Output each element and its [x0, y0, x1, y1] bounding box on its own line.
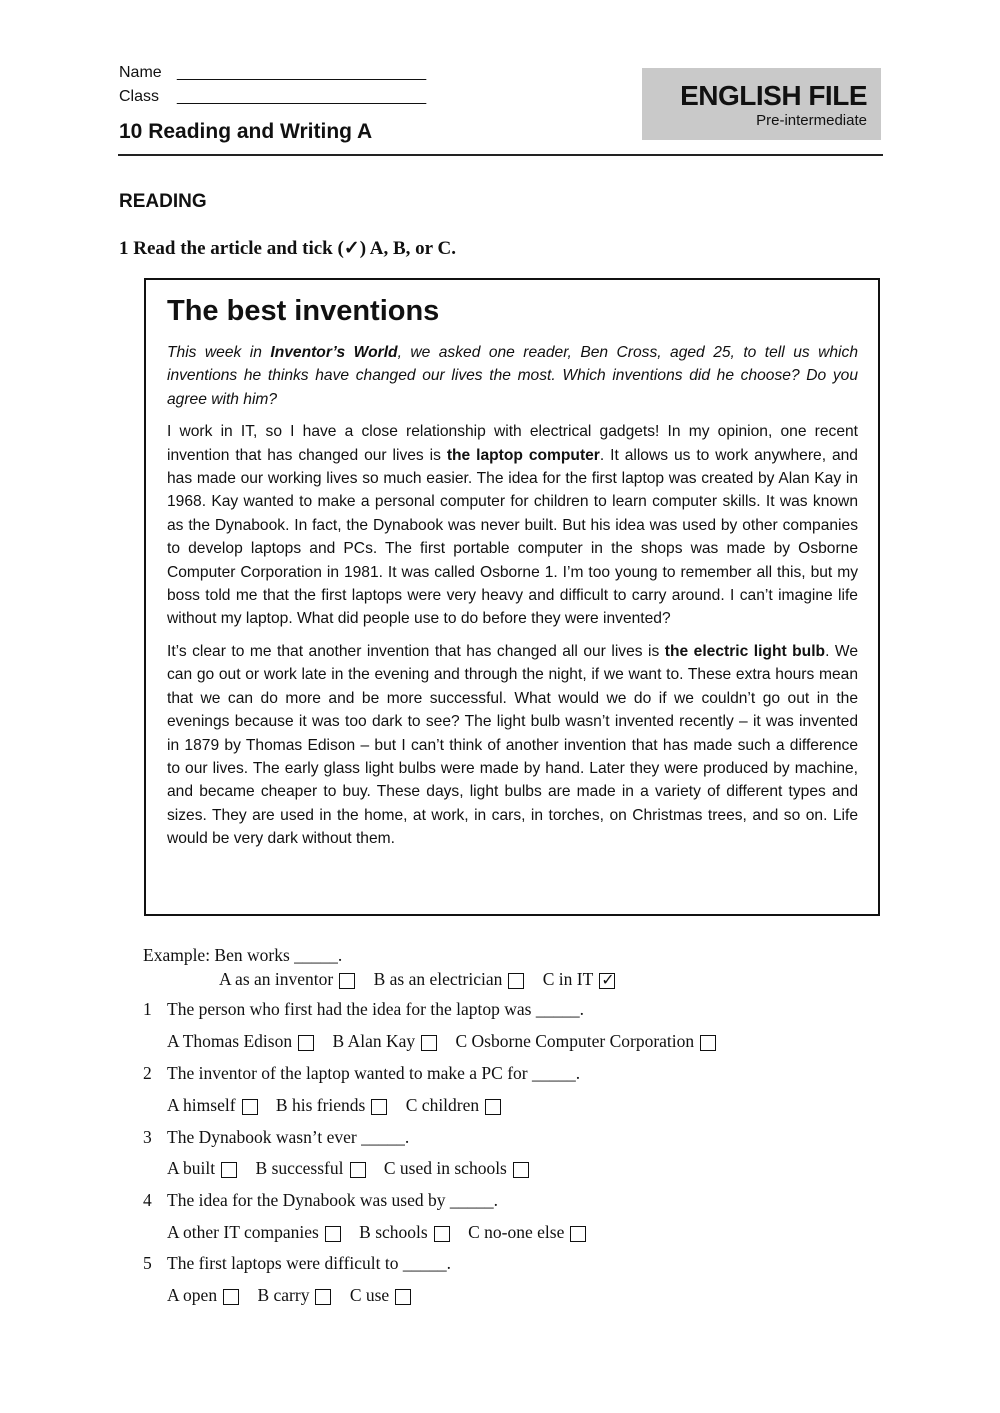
question-1-options: A Thomas Edison B Alan Kay C Osborne Computer Corporation — [167, 1031, 730, 1052]
q3-checkbox-a[interactable] — [221, 1162, 237, 1178]
example-checkbox-a[interactable] — [339, 973, 355, 989]
q1-checkbox-c[interactable] — [700, 1035, 716, 1051]
brand-sub-text: Pre-intermediate — [756, 112, 867, 129]
question-3-options: A built B successful C used in schools — [167, 1158, 543, 1179]
article-intro: This week in Inventor’s World, we asked one reader, Ben Cross, aged 25, to tell us which inventions he thinks have changed our lives the most. Which inventions did he choose? Do you agree with him? — [167, 344, 858, 408]
example-checkbox-c[interactable] — [599, 973, 615, 989]
question-4-stem: 4 The idea for the Dynabook was used by _____. — [143, 1190, 498, 1210]
unit-title: 10 Reading and Writing A — [119, 120, 373, 143]
article-box — [144, 278, 880, 916]
instruction: 1 Read the article and tick (✓) A, B, or C. — [119, 238, 456, 259]
class-line[interactable]: ____________________________ — [177, 88, 427, 105]
example-checkbox-b[interactable] — [508, 973, 524, 989]
example-stem: Example: Ben works _____. — [143, 945, 343, 965]
q2-checkbox-c[interactable] — [485, 1099, 501, 1115]
question-3-stem: 3 The Dynabook wasn’t ever _____. — [143, 1127, 410, 1147]
question-1-stem: 1 The person who first had the idea for the laptop was _____. — [143, 999, 584, 1019]
article-paragraph-lightbulb: It’s clear to me that another invention that has changed all our lives is the electric light bulb. We can go out or work late in the evening and through the night, if we want to. These extra hours mean that we can do more and be more successful. What would we do if we couldn’t go out in the evenings because it was too dark to see? The light bulb wasn’t invented recently – it was invented in 1879 by Thomas Edison – but I can’t think of another invention that has made such a difference to our lives. The early glass light bulbs were made by hand. Later they were produced by machine, and became cheaper to buy. These days, light bulbs are made in a variety of different types and sizes. They are used in the home, at work, in cars, in torches, on Christmas trees, and so on. Life would be very dark without them. — [167, 642, 858, 848]
question-2-options: A himself B his friends C children — [167, 1095, 515, 1116]
q2-checkbox-b[interactable] — [371, 1099, 387, 1115]
q4-checkbox-c[interactable] — [570, 1226, 586, 1242]
class-label: Class — [119, 88, 160, 105]
name-label: Name — [119, 64, 162, 81]
question-4-options: A other IT companies B schools C no-one else — [167, 1222, 600, 1243]
question-5-options: A open B carry C use — [167, 1285, 425, 1306]
brand-logo — [642, 68, 881, 140]
q5-checkbox-c[interactable] — [395, 1289, 411, 1305]
question-5-stem: 5 The first laptops were difficult to _____. — [143, 1253, 451, 1273]
q4-checkbox-b[interactable] — [434, 1226, 450, 1242]
section-heading: READING — [119, 191, 207, 212]
header-divider — [118, 154, 883, 156]
q3-checkbox-b[interactable] — [350, 1162, 366, 1178]
question-2-stem: 2 The inventor of the laptop wanted to make a PC for _____. — [143, 1063, 581, 1083]
q5-checkbox-a[interactable] — [223, 1289, 239, 1305]
article-paragraph-laptop: I work in IT, so I have a close relationship with electrical gadgets! In my opinion, one recent invention that has changed our lives is the laptop computer. It allows us to work anywhere, and has made our working lives so much easier. The idea for the first laptop was created by Alan Kay in 1968. Kay wanted to make a personal computer for children to learn computer skills. It was known as the Dynabook. In fact, the Dynabook was never built. But his idea was used by other companies to develop laptops and PCs. The first portable computer in the shops was made by Osborne Computer Corporation in 1981. It was called Osborne 1. I’m too young to remember all this, but my boss told me that the first laptops were very heavy and difficult to carry around. I can’t imagine life without my laptop. What did people use to do before they were invented? — [167, 423, 858, 628]
q5-checkbox-b[interactable] — [315, 1289, 331, 1305]
q1-checkbox-b[interactable] — [421, 1035, 437, 1051]
q3-checkbox-c[interactable] — [513, 1162, 529, 1178]
name-line[interactable]: ____________________________ — [177, 64, 427, 81]
q1-checkbox-a[interactable] — [298, 1035, 314, 1051]
q4-checkbox-a[interactable] — [325, 1226, 341, 1242]
q2-checkbox-a[interactable] — [242, 1099, 258, 1115]
article-title: The best inventions — [167, 295, 440, 327]
brand-main-text: ENGLISH FILE — [680, 80, 867, 111]
example-options: A as an inventor B as an electrician C in IT ✓ — [219, 969, 629, 990]
